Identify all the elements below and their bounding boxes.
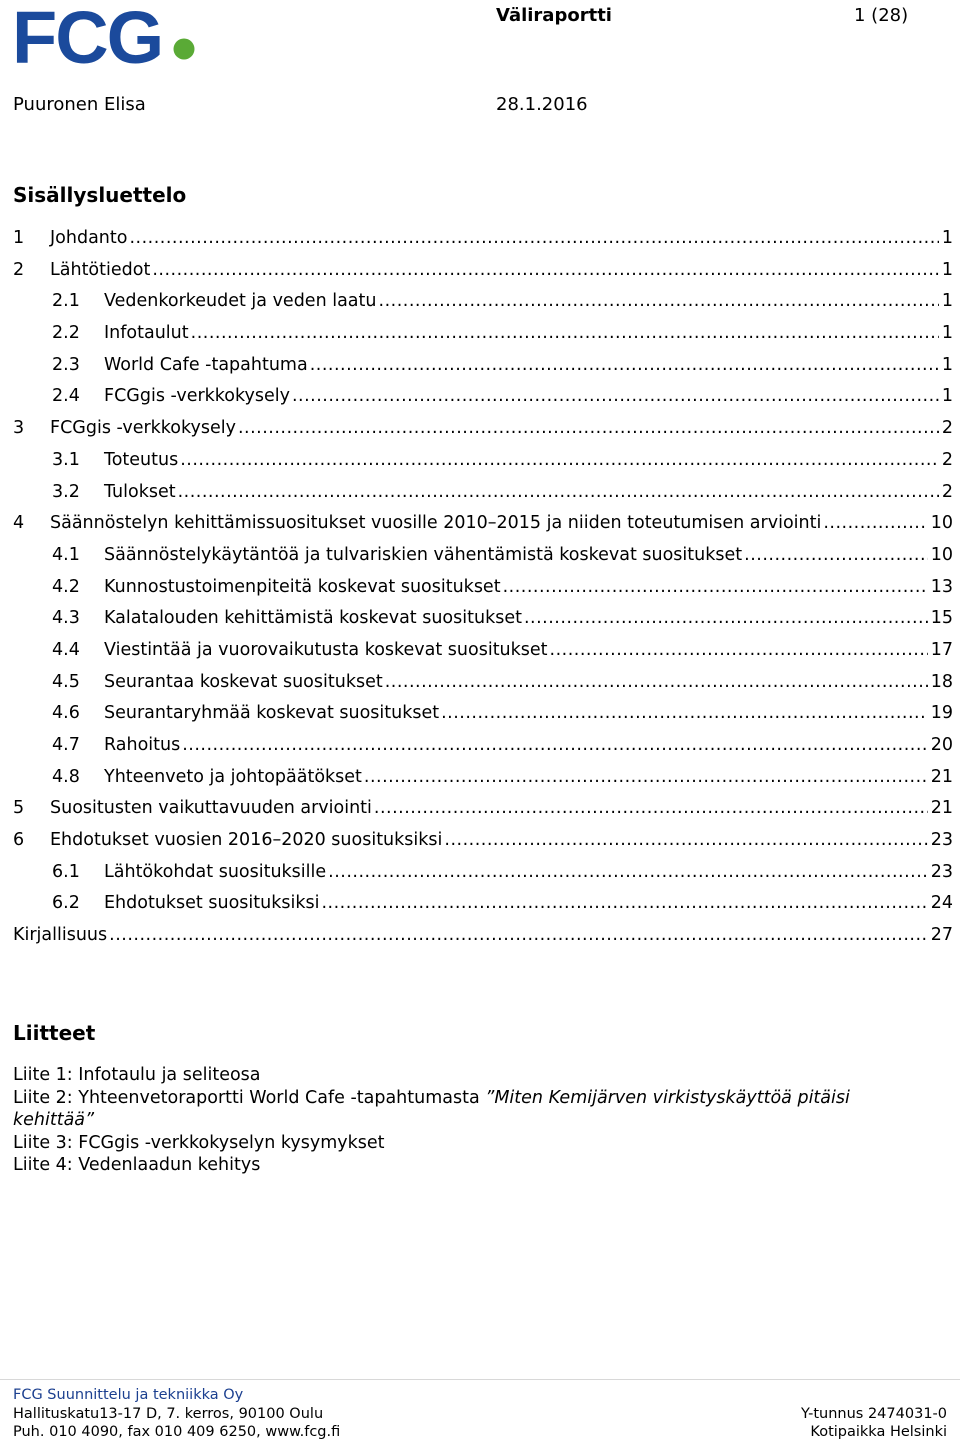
footer-domicile: Kotipaikka Helsinki xyxy=(810,1424,947,1440)
logo-text: FCG xyxy=(12,5,163,67)
toc-entry-number: 2.4 xyxy=(52,386,80,407)
toc-entry-text: Lähtötiedot xyxy=(50,259,151,280)
toc-entry-text: Säännöstelyn kehittämissuositukset vuosille 2010–2015 ja niiden toteutumisen arviointi xyxy=(50,513,822,534)
toc-leader-dots xyxy=(374,794,928,822)
toc-leader-dots xyxy=(129,224,938,252)
toc-entry-text: Seurantaryhmää koskevat suositukset xyxy=(104,703,440,724)
toc-entry-number: 4 xyxy=(13,513,25,534)
toc-entry-number: 6.1 xyxy=(52,861,80,882)
toc-entry-page: 1 xyxy=(941,259,953,280)
toc-entry-text: Johdanto xyxy=(50,228,128,248)
toc-leader-dots xyxy=(310,351,939,379)
toc-entry[interactable] xyxy=(13,636,953,668)
toc-entry-page: 10 xyxy=(930,513,953,534)
toc-entry-text: Lähtökohdat suosituksille xyxy=(104,861,327,882)
document-title: Väliraportti xyxy=(496,5,612,26)
toc-leader-dots xyxy=(550,636,928,664)
toc-entry[interactable] xyxy=(13,509,953,541)
toc-entry[interactable] xyxy=(13,541,953,573)
toc-entry[interactable] xyxy=(13,921,953,953)
attachment-label: Liite 4: Vedenlaadun kehitys xyxy=(13,1155,261,1175)
toc-entry-text: FCGgis -verkkokysely xyxy=(50,418,236,439)
attachment-label: Liite 3: FCGgis -verkkokyselyn kysymykset xyxy=(13,1132,385,1153)
toc-leader-dots xyxy=(364,763,928,791)
attachment-item xyxy=(13,1087,913,1132)
toc-entry-number: 1 xyxy=(13,228,25,248)
toc-entry[interactable] xyxy=(13,573,953,605)
toc-entry-text: Säännöstelykäytäntöä ja tulvariskien vähentämistä koskevat suositukset xyxy=(104,544,743,565)
attachment-item xyxy=(13,1064,913,1087)
toc-leader-dots xyxy=(379,287,939,315)
toc-entry[interactable] xyxy=(13,414,953,446)
toc-entry-page: 19 xyxy=(930,703,953,724)
toc-entry[interactable] xyxy=(13,319,953,351)
toc-entry-number: 4.4 xyxy=(52,639,80,660)
toc-leader-dots xyxy=(109,921,928,949)
toc-entry-page: 1 xyxy=(941,354,953,375)
toc-entry[interactable] xyxy=(13,826,953,858)
toc-entry[interactable] xyxy=(13,382,953,414)
toc-leader-dots xyxy=(385,668,928,696)
toc-leader-dots xyxy=(180,446,939,474)
toc-entry-number: 4.3 xyxy=(52,608,80,629)
toc-leader-dots xyxy=(292,382,939,410)
attachment-label: Liite 2: Yhteenvetoraportti World Cafe -tapahtumasta xyxy=(13,1087,486,1108)
footer-divider xyxy=(0,1379,960,1380)
toc-entry[interactable] xyxy=(13,604,953,636)
toc-entry-text: World Cafe -tapahtuma xyxy=(104,354,308,375)
toc-entry-page: 21 xyxy=(930,766,953,787)
toc-entry-number: 4.7 xyxy=(52,735,80,755)
toc-entry-text: Infotaulut xyxy=(104,323,189,344)
toc-entry-text: Toteutus xyxy=(104,449,179,470)
toc-entry-page: 17 xyxy=(930,639,953,660)
toc-entry[interactable] xyxy=(13,858,953,890)
toc-entry-page: 1 xyxy=(941,386,953,407)
toc-entry-page: 20 xyxy=(930,735,953,755)
toc-entry-number: 4.6 xyxy=(52,703,80,724)
attachments-list xyxy=(13,1064,913,1177)
toc-entry[interactable] xyxy=(13,351,953,383)
toc-entry-text: Kalatalouden kehittämistä koskevat suositukset xyxy=(104,608,522,629)
toc-leader-dots xyxy=(744,541,928,569)
toc-entry-text: Ehdotukset suosituksiksi xyxy=(104,893,320,914)
toc-entry[interactable] xyxy=(13,478,953,510)
toc-entry-page: 27 xyxy=(930,925,953,946)
toc-entry-number: 4.2 xyxy=(52,576,80,597)
toc-leader-dots xyxy=(503,573,928,601)
toc-entry-text: Yhteenveto ja johtopäätökset xyxy=(104,766,362,787)
toc-leader-dots xyxy=(238,414,939,442)
toc-entry-page: 1 xyxy=(941,228,953,248)
toc-entry-text: Tulokset xyxy=(104,481,176,502)
attachments-title: Liitteet xyxy=(13,1021,96,1045)
footer-address: Hallituskatu13-17 D, 7. kerros, 90100 Oulu xyxy=(13,1406,324,1422)
toc-leader-dots xyxy=(823,509,927,537)
footer-business-id: Y-tunnus 2474031-0 xyxy=(800,1406,947,1422)
attachment-item xyxy=(13,1154,913,1177)
toc-entry[interactable] xyxy=(13,224,953,256)
toc-entry-text: Viestintää ja vuorovaikutusta koskevat suositukset xyxy=(104,639,548,660)
attachment-italic-title: ”Miten Kemijärven virkistyskäyttöä pitäisi kehittää” xyxy=(13,1087,850,1130)
toc-entry-text: Rahoitus xyxy=(104,735,181,755)
toc-leader-dots xyxy=(191,319,939,347)
logo-dot-icon xyxy=(174,39,195,60)
attachment-label: Liite 1: Infotaulu ja seliteosa xyxy=(13,1065,261,1085)
toc-leader-dots xyxy=(182,731,927,759)
toc-leader-dots xyxy=(328,858,928,886)
toc-entry[interactable] xyxy=(13,731,953,763)
toc-entry-number: 6.2 xyxy=(52,893,80,914)
toc-entry-text: Ehdotukset vuosien 2016–2020 suosituksiksi xyxy=(50,830,443,851)
toc-entry-page: 13 xyxy=(930,576,953,597)
toc-entry-page: 1 xyxy=(941,291,953,312)
toc-entry-number: 2.3 xyxy=(52,354,80,375)
toc-entry-page: 21 xyxy=(930,798,953,819)
toc-leader-dots xyxy=(321,889,927,917)
toc-entry-number: 2.1 xyxy=(52,291,80,312)
toc-entry[interactable] xyxy=(13,794,953,826)
toc-entry[interactable] xyxy=(13,446,953,478)
table-of-contents xyxy=(13,224,953,953)
toc-entry-page: 24 xyxy=(930,893,953,914)
toc-leader-dots xyxy=(152,256,939,284)
toc-entry[interactable] xyxy=(13,668,953,700)
footer-phone: Puh. 010 4090, fax 010 409 6250, www.fcg.fi xyxy=(13,1424,341,1440)
toc-entry-number: 4.5 xyxy=(52,671,80,692)
toc-entry-number: 3.2 xyxy=(52,481,80,502)
toc-entry-page: 2 xyxy=(941,481,953,502)
toc-entry[interactable] xyxy=(13,889,953,921)
toc-leader-dots xyxy=(524,604,928,632)
toc-entry-number: 4.1 xyxy=(52,544,80,565)
toc-entry-text: Kunnostustoimenpiteitä koskevat suositukset xyxy=(104,576,501,597)
toc-leader-dots xyxy=(178,478,939,506)
page-number: 1 (28) xyxy=(854,5,909,26)
toc-entry-page: 2 xyxy=(941,418,953,439)
toc-entry-page: 23 xyxy=(930,830,953,851)
toc-entry-text: FCGgis -verkkokysely xyxy=(104,386,290,407)
toc-entry-number: 6 xyxy=(13,830,25,851)
toc-entry[interactable] xyxy=(13,763,953,795)
toc-entry-text: Vedenkorkeudet ja veden laatu xyxy=(104,291,377,312)
toc-entry-page: 23 xyxy=(930,861,953,882)
toc-entry[interactable] xyxy=(13,256,953,288)
toc-title: Sisällysluettelo xyxy=(13,183,187,207)
toc-entry-page: 10 xyxy=(930,544,953,565)
toc-entry-page: 2 xyxy=(941,449,953,470)
toc-entry-page: 1 xyxy=(941,323,953,344)
toc-entry-text: Suositusten vaikuttavuuden arviointi xyxy=(50,798,372,819)
toc-entry-number: 3.1 xyxy=(52,449,80,470)
toc-entry[interactable] xyxy=(13,287,953,319)
toc-entry-number: 4.8 xyxy=(52,766,80,787)
toc-entry-number: 2.2 xyxy=(52,323,80,344)
toc-entry-page: 18 xyxy=(930,671,953,692)
toc-entry[interactable] xyxy=(13,699,953,731)
toc-entry-text: Kirjallisuus xyxy=(13,925,108,946)
document-date: 28.1.2016 xyxy=(496,94,588,115)
toc-entry-number: 2 xyxy=(13,259,25,280)
toc-entry-number: 5 xyxy=(13,798,25,819)
toc-entry-text: Seurantaa koskevat suositukset xyxy=(104,671,383,692)
footer-company: FCG Suunnittelu ja tekniikka Oy xyxy=(13,1387,244,1403)
toc-entry-page: 15 xyxy=(930,608,953,629)
toc-leader-dots xyxy=(441,699,928,727)
toc-entry-number: 3 xyxy=(13,418,25,439)
author: Puuronen Elisa xyxy=(13,94,146,115)
attachment-item xyxy=(13,1132,913,1155)
fcg-logo xyxy=(12,5,202,67)
toc-leader-dots xyxy=(444,826,927,854)
